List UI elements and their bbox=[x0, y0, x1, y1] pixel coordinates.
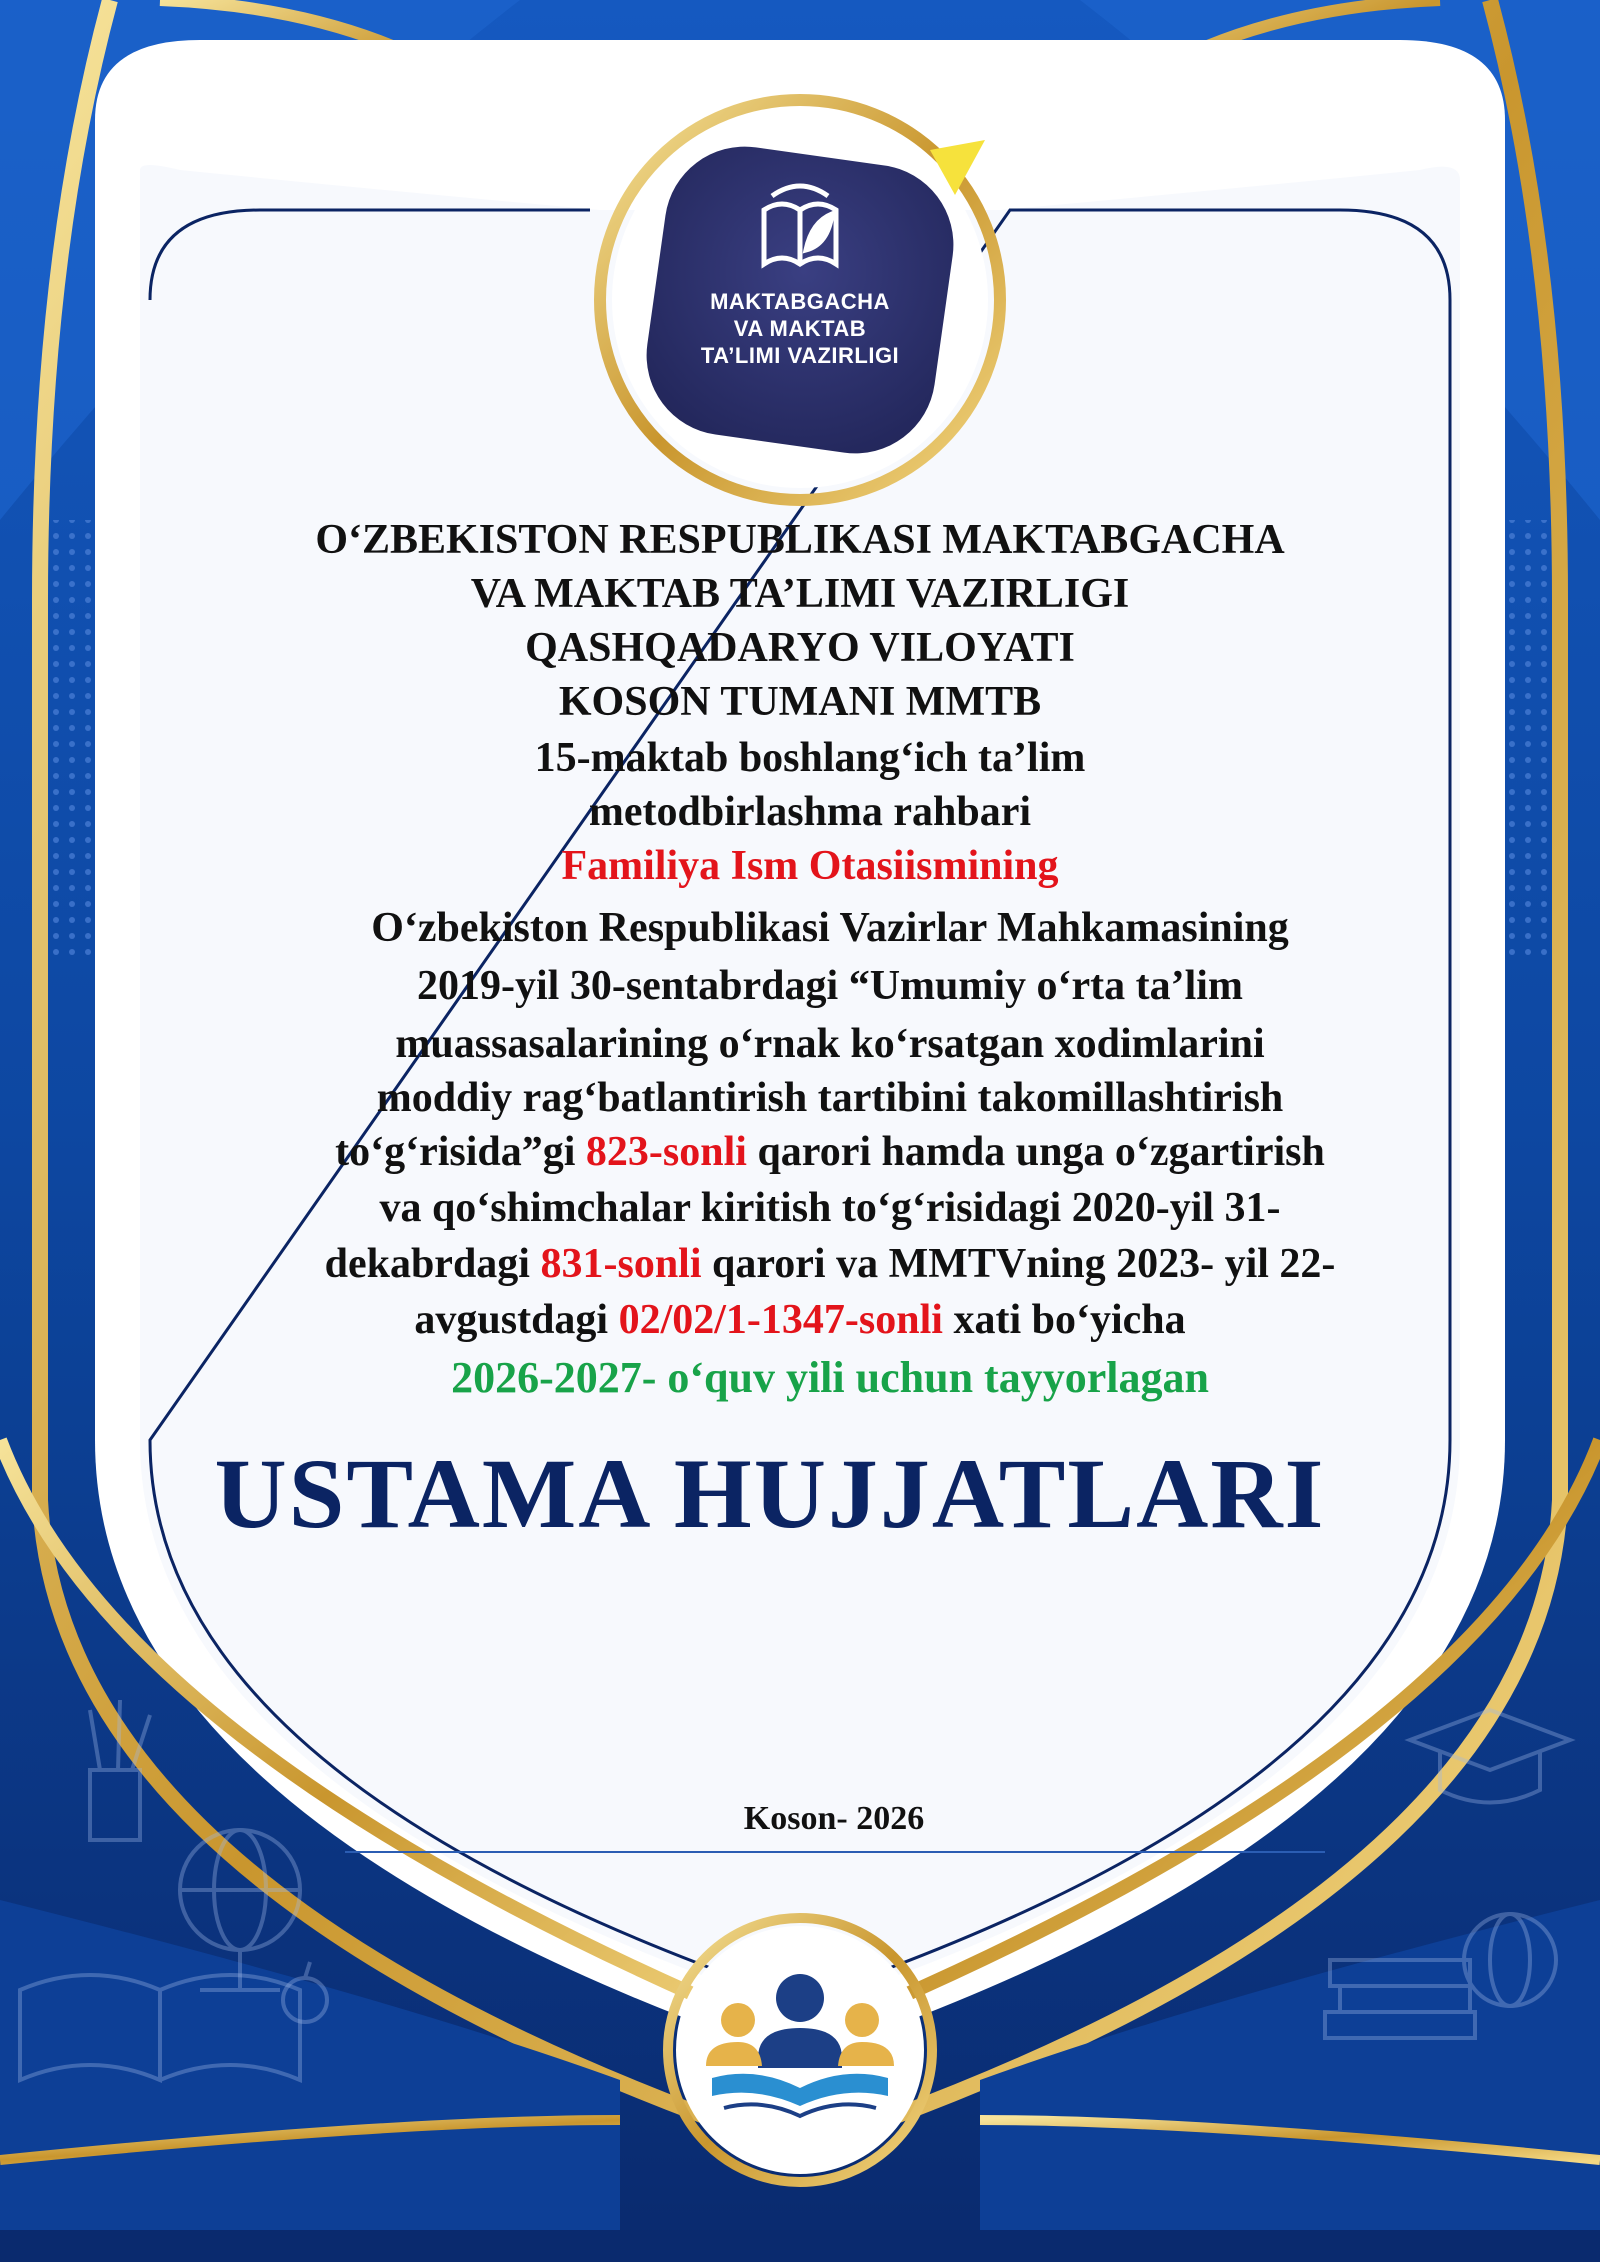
decree-number: 823-sonli bbox=[585, 1129, 747, 1175]
header-line: KOSON TUMANI MMTB bbox=[558, 679, 1042, 725]
academic-year: 2026-2027- o‘quv yili uchun tayyorlagan bbox=[451, 1353, 1209, 1402]
header-line: QASHQADARYO VILOYATI bbox=[525, 625, 1075, 671]
body-line: O‘zbekiston Respublikasi Vazirlar Mahkamasining bbox=[371, 905, 1289, 951]
logo-line: VA MAKTAB bbox=[733, 316, 867, 341]
header-line: O‘ZBEKISTON RESPUBLIKASI MAKTABGACHA bbox=[315, 517, 1285, 563]
body-text: qarori va MMTVning 2023- yil 22- bbox=[701, 1241, 1336, 1287]
body-text: avgustdagi bbox=[414, 1297, 619, 1343]
letter-number: 02/02/1-1347-sonli bbox=[618, 1297, 943, 1343]
body-text: qarori hamda unga o‘zgartirish bbox=[746, 1129, 1325, 1175]
place-year: Koson- 2026 bbox=[743, 1800, 925, 1837]
body-line bbox=[30, 1240, 1600, 1288]
body-text: xati bo‘yicha bbox=[942, 1297, 1186, 1343]
body-line: muassasalarining o‘rnak ko‘rsatgan xodimlarini bbox=[395, 1021, 1265, 1067]
students-reading-icon bbox=[668, 1918, 932, 2182]
logo-line: MAKTABGACHA bbox=[710, 289, 890, 314]
header-line: VA MAKTAB TA’LIMI VAZIRLIGI bbox=[470, 571, 1130, 617]
body-text: to‘g‘risida”gi bbox=[335, 1129, 586, 1175]
body-line bbox=[0, 1296, 1600, 1344]
body-line: 2019-yil 30-sentabrdagi “Umumiy o‘rta ta’lim bbox=[417, 963, 1243, 1009]
body-line: va qo‘shimchalar kiritish to‘g‘risidagi 2020-yil 31- bbox=[379, 1185, 1281, 1231]
document-title: USTAMA HUJJATLARI bbox=[214, 1438, 1326, 1549]
logo-line: TA’LIMI VAZIRLIGI bbox=[700, 343, 900, 368]
body-line bbox=[30, 1128, 1600, 1176]
decree-number: 831-sonli bbox=[540, 1241, 702, 1287]
role-line: metodbirlashma rahbari bbox=[588, 789, 1032, 835]
person-name: Familiya Ism Otasiismining bbox=[561, 843, 1059, 889]
logo-text bbox=[640, 288, 960, 369]
school-line: 15-maktab boshlang‘ich ta’lim bbox=[534, 735, 1086, 781]
body-line: moddiy rag‘batlantirish tartibini takomillashtirish bbox=[376, 1075, 1284, 1121]
body-text: dekabrdagi bbox=[324, 1241, 541, 1287]
